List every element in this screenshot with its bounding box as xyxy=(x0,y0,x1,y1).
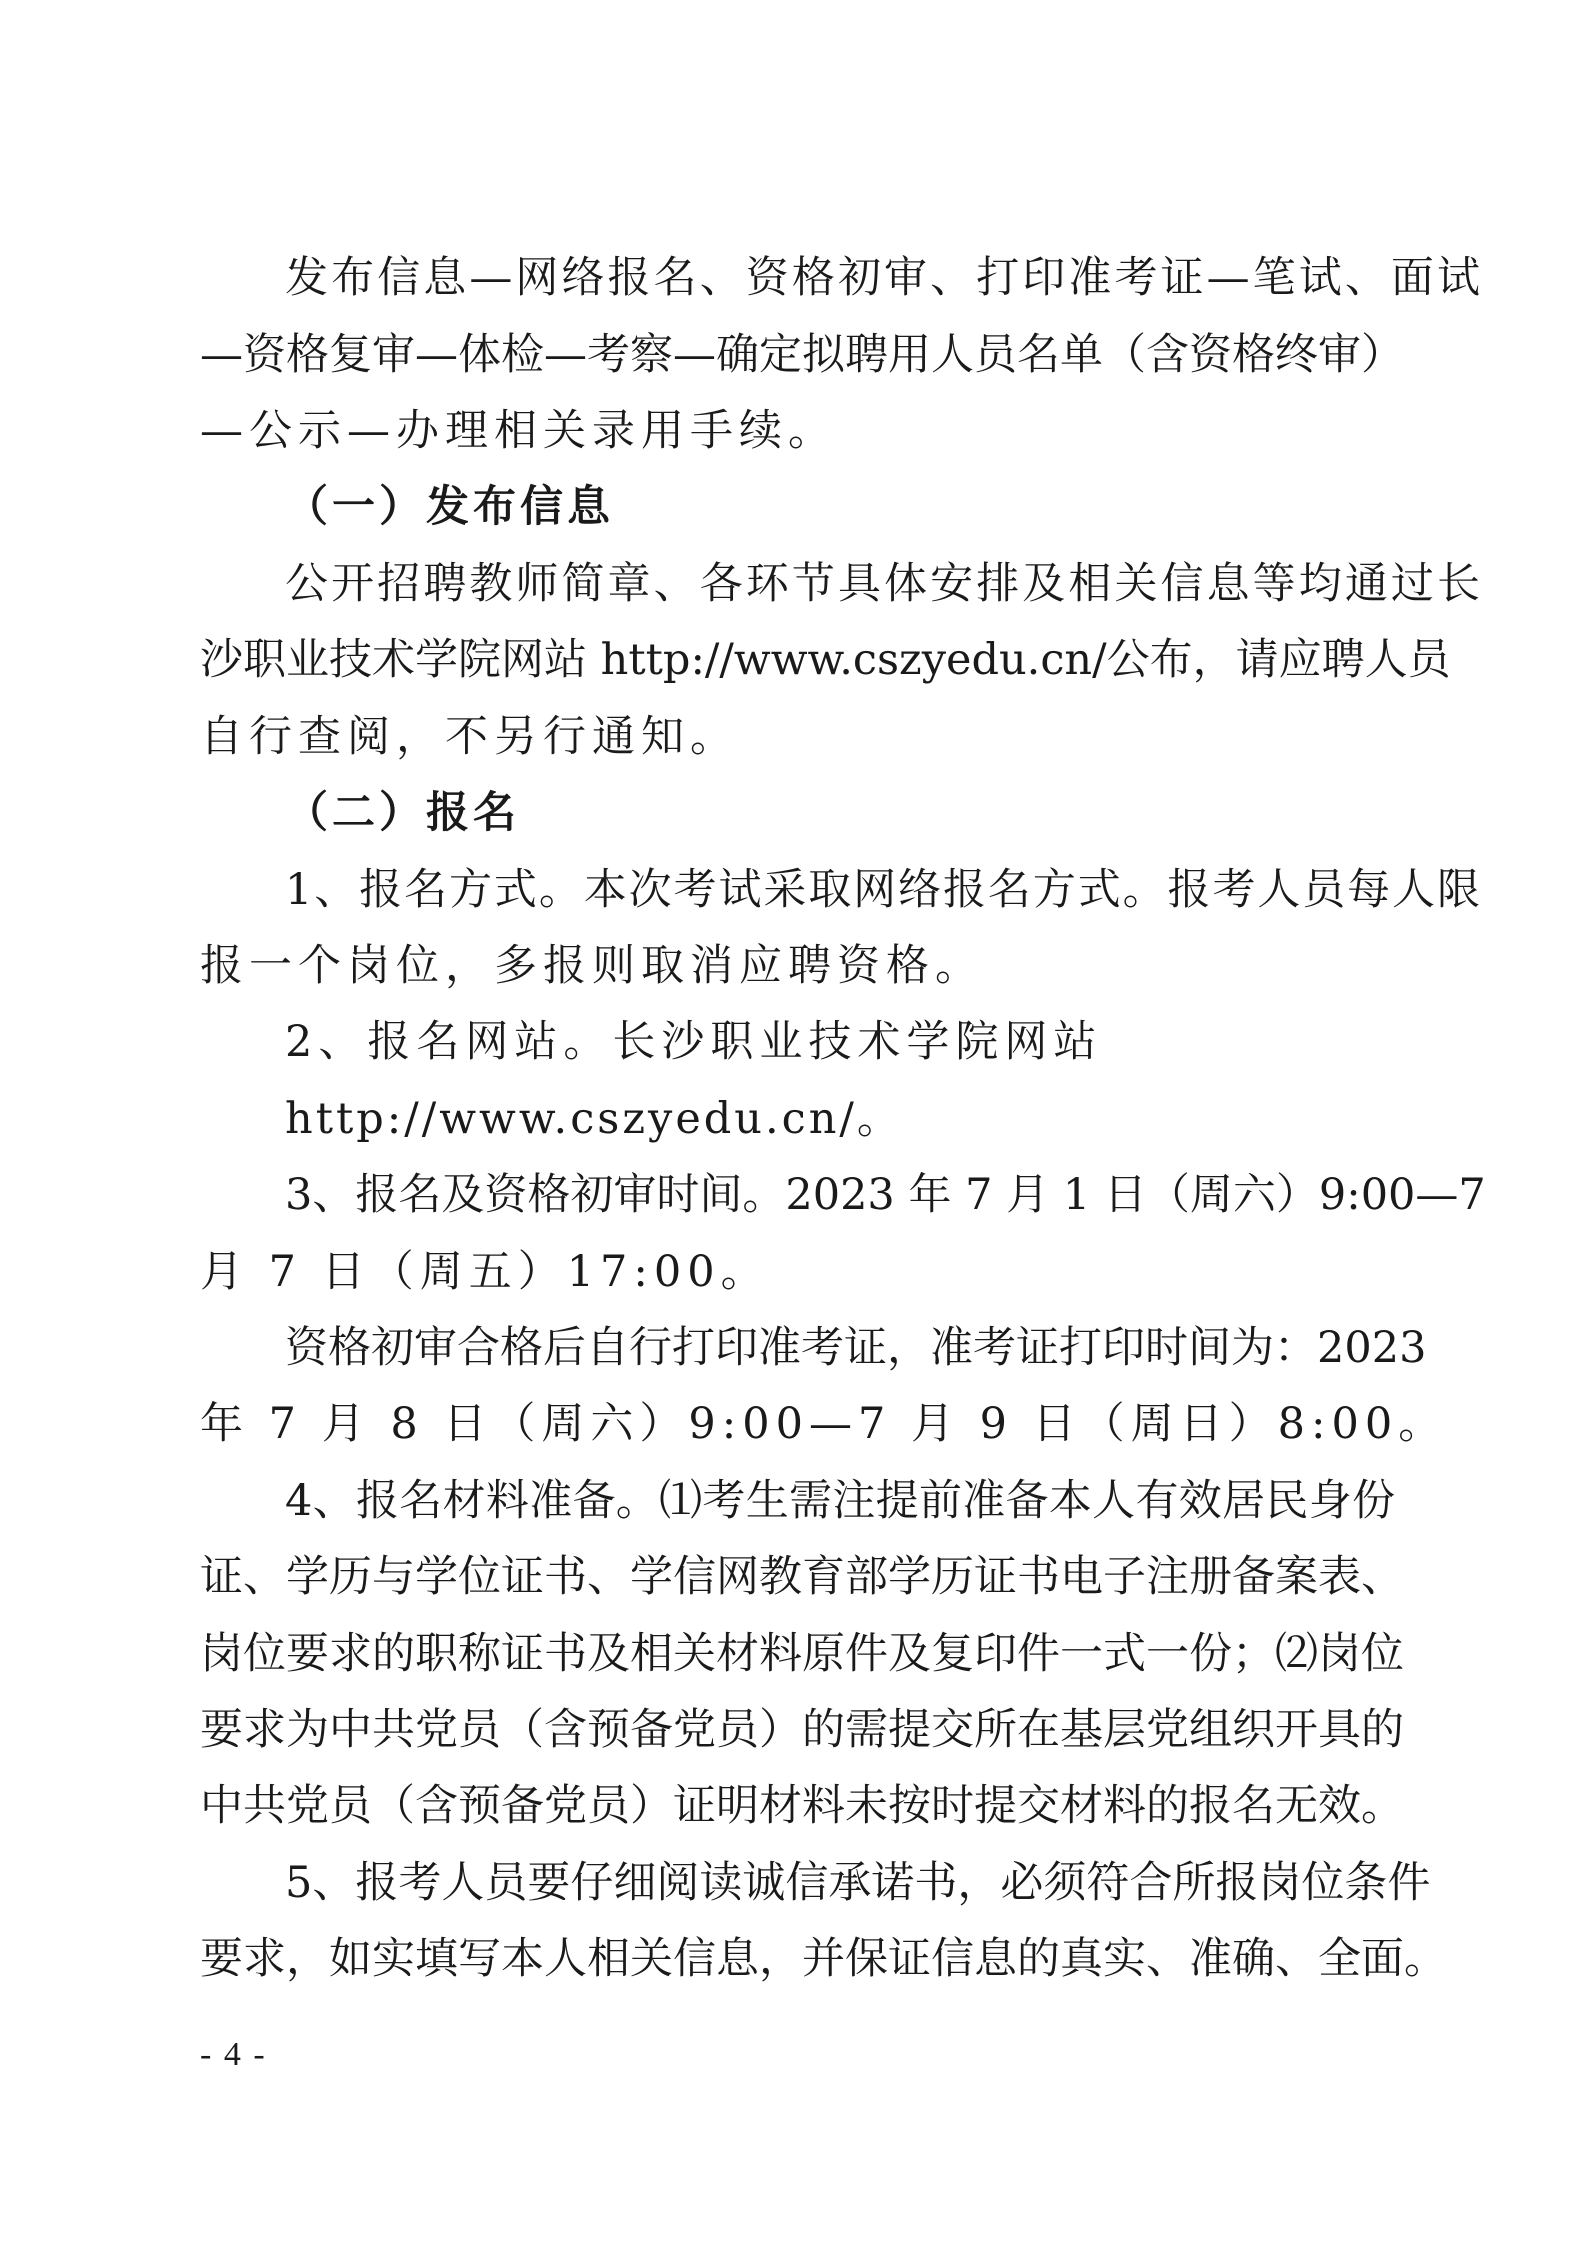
item-3-line-1: 3、报名及资格初审时间。2023 年 7 月 1 日（周六）9:00—7 xyxy=(285,1170,1486,1220)
item-4-line-5: 中共党员（含预备党员）证明材料未按时提交材料的报名无效。 xyxy=(200,1781,1404,1831)
section-1-line-2: 沙职业技术学院网站 http://www.cszyedu.cn/公布，请应聘人员 xyxy=(200,635,1451,685)
item-3-line-2: 月 7 日（周五）17:00。 xyxy=(200,1247,770,1297)
item-2-url: http://www.cszyedu.cn/。 xyxy=(285,1094,903,1144)
item-4-line-2: 证、学历与学位证书、学信网教育部学历证书电子注册备案表、 xyxy=(200,1552,1404,1602)
page-number: - 4 - xyxy=(200,2036,267,2073)
print-note-line-2: 年 7 月 8 日（周六）9:00—7 月 9 日（周日）8:00。 xyxy=(200,1399,1448,1449)
item-2-line-1: 2、报名网站。长沙职业技术学院网站 xyxy=(285,1017,1103,1067)
item-4-line-4: 要求为中共党员（含预备党员）的需提交所在基层党组织开具的 xyxy=(200,1705,1404,1755)
print-note-line-1: 资格初审合格后自行打印准考证，准考证打印时间为：2023 xyxy=(285,1323,1427,1373)
section-1-heading: （一）发布信息 xyxy=(285,482,614,532)
item-4-line-1: 4、报名材料准备。⑴考生需注提前准备本人有效居民身份 xyxy=(285,1476,1395,1526)
section-2-heading: （二）报名 xyxy=(285,788,520,838)
intro-line-3: —公示—办理相关录用手续。 xyxy=(200,406,837,456)
item-5-line-1: 5、报考人员要仔细阅读诚信承诺书，必须符合所报岗位条件 xyxy=(285,1858,1431,1908)
item-1-line-2: 报一个岗位，多报则取消应聘资格。 xyxy=(200,941,984,991)
section-1-line-1: 公开招聘教师简章、各环节具体安排及相关信息等均通过长 xyxy=(285,559,1480,609)
item-4-line-3: 岗位要求的职称证书及相关材料原件及复印件一式一份；⑵岗位 xyxy=(200,1629,1404,1679)
item-5-line-2: 要求，如实填写本人相关信息，并保证信息的真实、准确、全面。 xyxy=(200,1934,1447,1984)
intro-line-1: 发布信息—网络报名、资格初审、打印准考证—笔试、面试 xyxy=(285,253,1480,303)
intro-line-2: —资格复审—体检—考察—确定拟聘用人员名单（含资格终审） xyxy=(200,330,1404,380)
section-1-line-3: 自行查阅，不另行通知。 xyxy=(200,712,739,762)
item-1-line-1: 1、报名方式。本次考试采取网络报名方式。报考人员每人限 xyxy=(285,865,1480,915)
